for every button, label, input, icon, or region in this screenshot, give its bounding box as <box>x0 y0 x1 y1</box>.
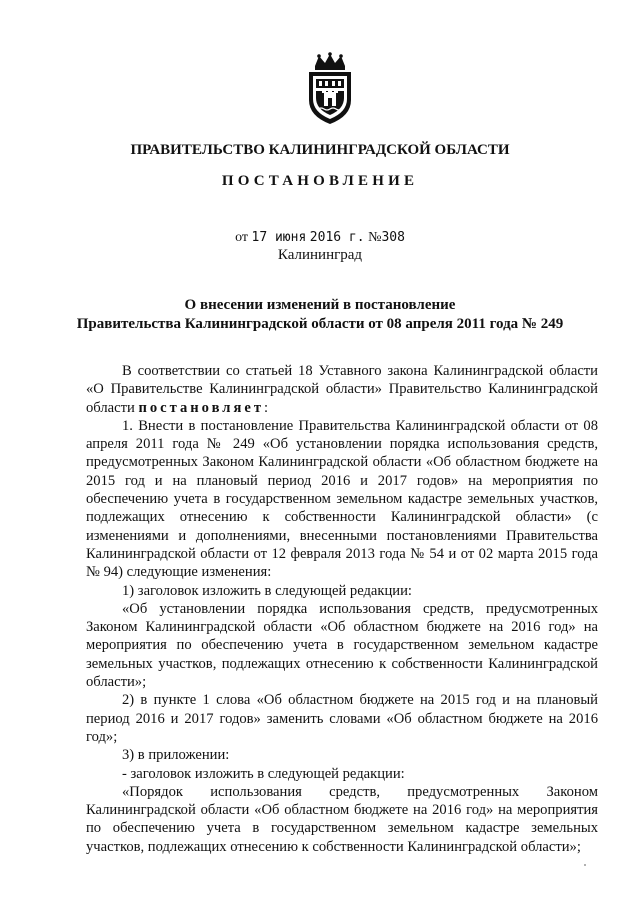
paragraph-2: 1) заголовок изложить в следующей редакции: <box>122 582 412 599</box>
coat-of-arms-emblem <box>301 52 359 126</box>
subject-line-2: Правительства Калининградской области от 08 апреля 2011 года № 249 <box>76 316 564 332</box>
date-year: 2016 г. <box>309 230 365 245</box>
paragraph-1: 1. Внести в постановление Правительства Калининградской области от 08 апреля 2011 года № 249 «Об установлении порядка использования средств, предусмотренных Законом Калининградской области «Об областном бюджете на 2015 год и на плановый период 2016 и 2017 годов» на мероприятия по обеспечению учета в государственном земельном кадастре земельных участков, подлежащих отнесению к собственности Калининградской области» (с изменениями и дополнениями, внесенными постановлениями Правительства Калининградской области от 12 февраля 2013 года № 54 и от 02 марта 2015 года № 94) следующие изменения: <box>86 417 598 581</box>
subject-line-1: О внесении изменений в постановление <box>184 297 456 313</box>
date-number-line <box>0 230 640 246</box>
paragraph-7: «Порядок использования средств, предусмотренных Законом Калининградской области «Об областном бюджете на 2016 год» на мероприятия по обеспечению учета в государственном земельном кадастре земельных участков, подлежащих отнесению к собственности Калининградской области»; <box>86 783 598 855</box>
date-value: 17 июня <box>251 230 307 245</box>
paragraph-4: 2) в пункте 1 слова «Об областном бюджете на 2015 год и на плановый период 2016 и 2017 годов» заменить словами «Об областном бюджете на 2016 год»; <box>86 692 598 745</box>
paragraph-5: 3) в приложении: <box>122 747 230 764</box>
organization-name: ПРАВИТЕЛЬСТВО КАЛИНИНГРАДСКОЙ ОБЛАСТИ <box>130 142 510 158</box>
paragraph-3: «Об установлении порядка использования средств, предусмотренных Законом Калининградской области «Об областном бюджете на 2016 год» на мероприятия по обеспечению учета в государственном земельном кадастре земельных участков, подлежащих отнесению к собственности Калининградской области»; <box>86 600 598 691</box>
intro-end: : <box>264 399 269 416</box>
intro-paragraph <box>86 362 598 417</box>
document-number: 308 <box>381 230 405 245</box>
document-body <box>86 362 598 856</box>
paragraph-6: - заголовок изложить в следующей редакции: <box>122 765 405 782</box>
number-sign: № <box>368 230 382 245</box>
intro-text: В соответствии со статьей 18 Уставного закона Калининградской области «О Правительстве Калининградской области» Правительство Калининградской области <box>86 363 598 416</box>
date-prefix: от <box>235 230 248 245</box>
document-subject <box>0 296 640 334</box>
intro-emphasis: постановляет <box>138 399 265 416</box>
scan-speck <box>584 864 586 866</box>
document-type: ПОСТАНОВЛЕНИЕ <box>221 173 419 189</box>
city-name: Калининград <box>277 247 363 263</box>
